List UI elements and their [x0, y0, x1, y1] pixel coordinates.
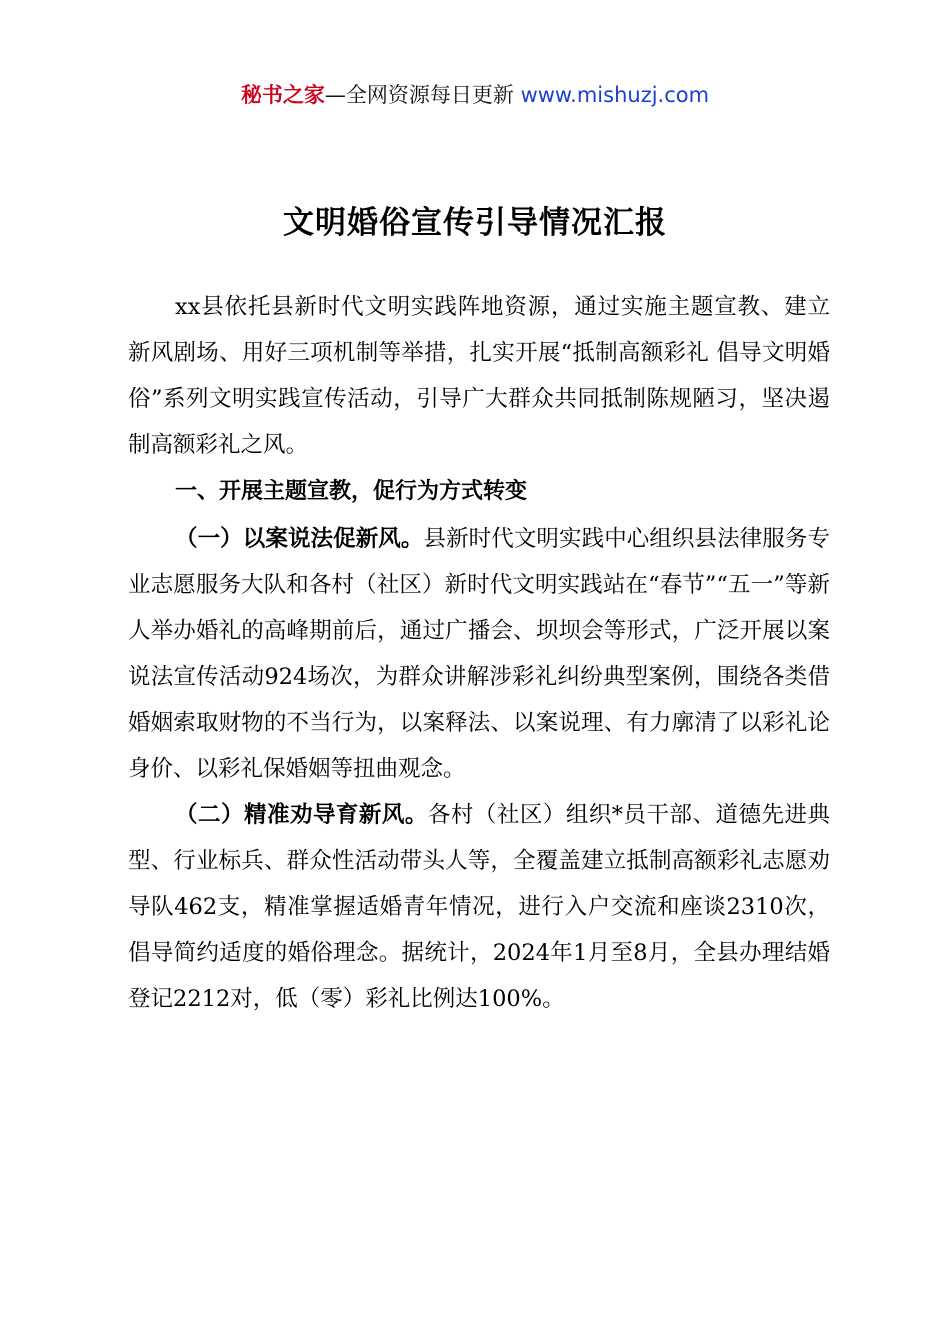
document-title: 文明婚俗宣传引导情况汇报 [283, 204, 667, 241]
section-heading: 一、开展主题宣教，促行为方式转变 [175, 479, 528, 504]
item-lead-1: （一）以案说法促新风。 [175, 526, 424, 552]
intro-paragraph: xx县依托县新时代文明实践阵地资源，通过实施主题宣教、建立新风剧场、用好三项机制等举措，扎实开展“抵制高额彩礼 倡导文明婚俗”系列文明实践宣传活动，引导广大群众共同抵制陈规陋习，坚决遏制高额彩礼之风。 [128, 294, 830, 458]
item-text-2: 各村（社区）组织*员干部、道德先进典型、行业标兵、群众性活动带头人等，全覆盖建立抵制高额彩礼志愿劝导队462支，精准掌握适婚青年情况，进行入户交流和座谈2310次，倡导简约适度的婚俗理念。据统计，2024年1月至8月，全县办理结婚登记2212对，低（零）彩礼比例达100%。 [128, 802, 830, 1012]
item-paragraph-1 [128, 516, 830, 792]
item-text-1: 县新时代文明实践中心组织县法律服务专业志愿服务大队和各村（社区）新时代文明实践站在“春节”“五一”等新人举办婚礼的高峰期前后，通过广播会、坝坝会等形式，广泛开展以案说法宣传活动924场次，为群众讲解涉彩礼纠纷典型案例，围绕各类借婚姻索取财物的不当行为，以案释法、以案说理、有力廓清了以彩礼论身价、以彩礼保婚姻等扭曲观念。 [128, 526, 830, 782]
site-brand: 秘书之家 [240, 83, 325, 107]
site-url-link[interactable]: www.mishuzj.com [520, 83, 710, 107]
site-header [0, 80, 950, 110]
item-lead-2: （二）精准劝导育新风。 [175, 802, 428, 828]
item-paragraph-2 [128, 792, 830, 1022]
document-body [128, 284, 830, 1022]
site-tagline: —全网资源每日更新 [324, 83, 521, 107]
